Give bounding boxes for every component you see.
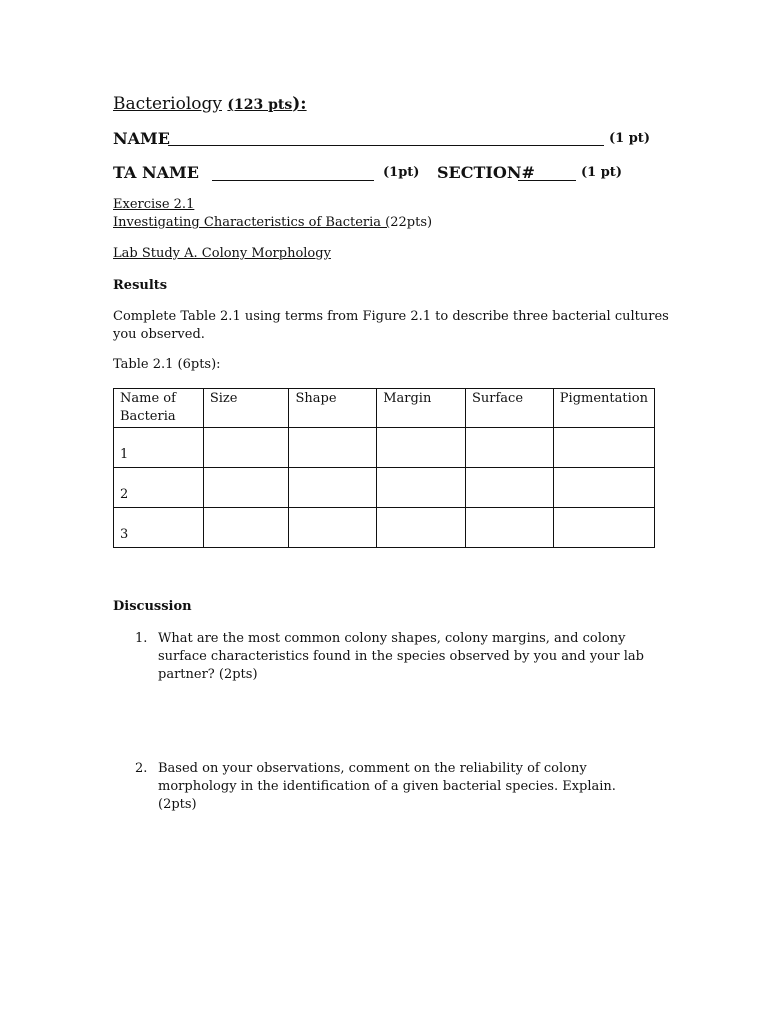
instructions-line-1: Complete Table 2.1 using terms from Figure 2.1 to describe three bacterial cultures <box>113 309 669 324</box>
name-blank[interactable] <box>168 145 604 146</box>
instructions-line-2: you observed. <box>113 327 205 342</box>
exercise-title: Investigating Characteristics of Bacteria ( <box>113 215 391 230</box>
margin-cell[interactable] <box>377 468 466 508</box>
table-row <box>114 428 655 468</box>
question-number: 1. <box>135 631 148 646</box>
section-label: SECTION# <box>437 163 535 182</box>
pigmentation-cell[interactable] <box>553 468 654 508</box>
pigmentation-cell[interactable] <box>553 508 654 548</box>
row-number: 1 <box>114 428 204 468</box>
shape-cell[interactable] <box>289 508 377 548</box>
title-points: (123 pts <box>227 97 293 113</box>
pigmentation-cell[interactable] <box>553 428 654 468</box>
size-cell[interactable] <box>203 428 289 468</box>
exercise-points: 22pts) <box>390 215 433 230</box>
page-title <box>113 94 307 114</box>
header-surface: Surface <box>465 389 553 428</box>
question-text: Based on your observations, comment on the reliability of colony morphology in the identification of a given bacterial species. Explain. (2pts) <box>158 761 616 812</box>
table-header-row <box>114 389 655 428</box>
title-end: ): <box>292 94 307 114</box>
margin-cell[interactable] <box>377 508 466 548</box>
title-text: Bacteriology <box>113 94 222 114</box>
exercise-title-line <box>113 215 432 230</box>
table-row <box>114 508 655 548</box>
header-size: Size <box>203 389 289 428</box>
row-number: 2 <box>114 468 204 508</box>
section-points: (1 pt) <box>581 165 622 180</box>
results-heading: Results <box>113 278 168 293</box>
surface-cell[interactable] <box>465 508 553 548</box>
table-row <box>114 468 655 508</box>
ta-name-label: TA NAME <box>113 163 199 182</box>
exercise-number: Exercise 2.1 <box>113 197 195 212</box>
header-shape: Shape <box>289 389 377 428</box>
size-cell[interactable] <box>203 468 289 508</box>
header-pigmentation: Pigmentation <box>553 389 654 428</box>
lab-study-title: Lab Study A. Colony Morphology <box>113 246 331 261</box>
header-margin: Margin <box>377 389 466 428</box>
table-caption: Table 2.1 (6pts): <box>113 357 221 372</box>
question-text: What are the most common colony shapes, colony margins, and colony surface characteristics found in the species observed by you and your lab partner? (2pts) <box>158 631 644 682</box>
colony-morphology-table <box>113 388 655 548</box>
header-name-of-bacteria: Name of Bacteria <box>114 389 204 428</box>
row-number: 3 <box>114 508 204 548</box>
size-cell[interactable] <box>203 508 289 548</box>
name-points: (1 pt) <box>609 131 650 146</box>
shape-cell[interactable] <box>289 468 377 508</box>
name-label: NAME <box>113 129 170 148</box>
shape-cell[interactable] <box>289 428 377 468</box>
ta-points: (1pt) <box>383 165 420 180</box>
question-number: 2. <box>135 761 148 776</box>
ta-name-blank[interactable] <box>212 180 374 181</box>
margin-cell[interactable] <box>377 428 466 468</box>
section-blank[interactable] <box>518 180 576 181</box>
surface-cell[interactable] <box>465 428 553 468</box>
discussion-heading: Discussion <box>113 599 192 614</box>
surface-cell[interactable] <box>465 468 553 508</box>
